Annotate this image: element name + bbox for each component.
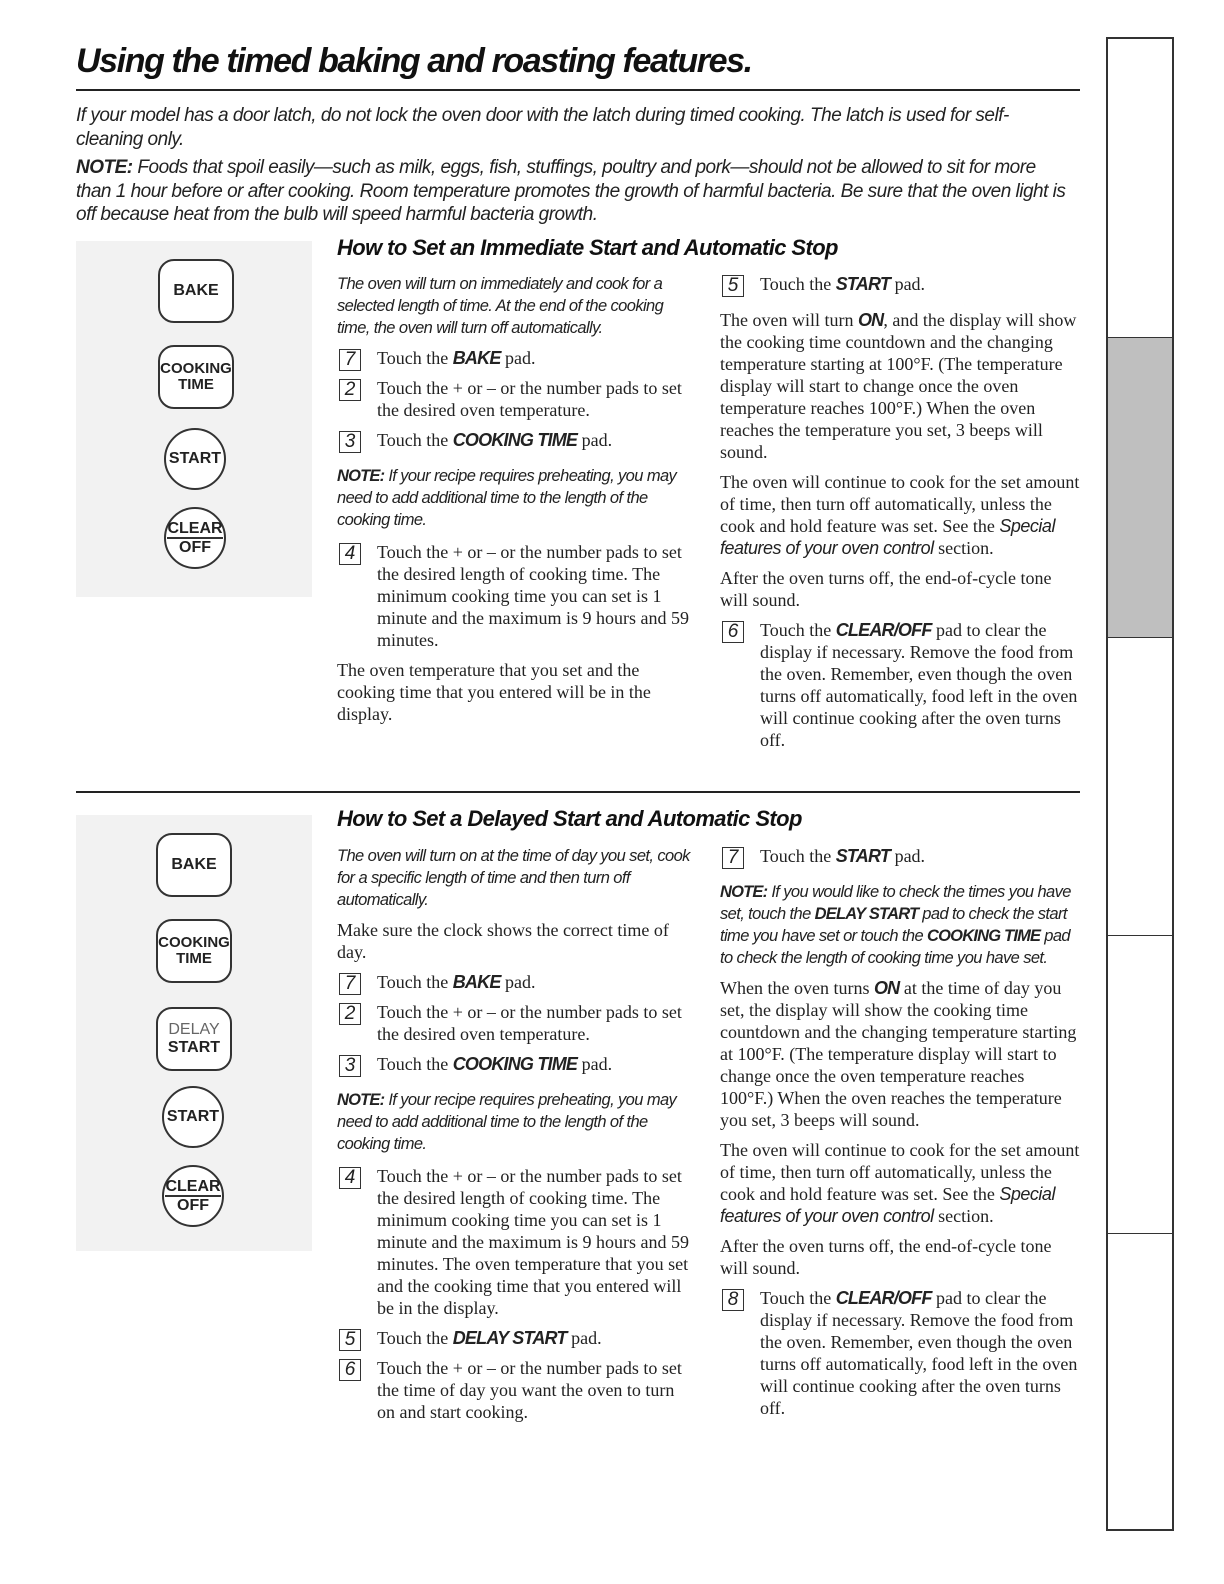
- step-number: 3: [339, 1055, 361, 1077]
- s1-oven-on-text: The oven will turn ON, and the display will show the cooking time countdown and the changing temperature starting at 100°F. (The temperature display will start to change once the oven temperature reaches 100°F.) When the oven reaches the temperature you set, 3 beeps will sound.: [720, 310, 1077, 462]
- tab-active[interactable]: [1108, 337, 1172, 637]
- clear-off-pad[interactable]: [164, 507, 226, 569]
- s1-step-2: 2 Touch the + or – or the number pads to set the desired oven temperature.: [337, 377, 695, 421]
- step-number: 5: [722, 275, 744, 297]
- note-text: Foods that spoil easily—such as milk, eggs, fish, stuffings, poultry and pork—should not be allowed to sit for more than 1 hour before or after cooking. Room temperature promotes the growth of harmful bacteria. Be sure that the oven light is off because heat from the bulb will speed harmful bacteria growth.: [76, 157, 1066, 225]
- title-rule: [76, 89, 1080, 91]
- s2-clock-text: Make sure the clock shows the correct time of day.: [337, 920, 669, 962]
- section-divider: [76, 791, 1080, 793]
- s2-check-times-note: NOTE: If you would like to check the times you have set, touch the DELAY START pad to check the start time you have set or touch the COOKING TIME pad to check the length of cooking time you have set.: [720, 883, 1071, 967]
- cooking-time-pad[interactable]: [158, 345, 234, 409]
- step-number: 6: [722, 621, 744, 643]
- s2-step-3: 3 Touch the COOKING TIME pad.: [337, 1053, 695, 1075]
- s1-step-4: 4 Touch the + or – or the number pads to set the desired length of cooking time. The minimum cooking time you can set is 1 minute and the maximum is 9 hours and 59 minutes.: [337, 541, 695, 651]
- s2-oven-on-text: When the oven turns ON at the time of day you set, the display will show the cooking time countdown and the changing temperature starting at 100°F. (The temperature display will start to change once the oven temperature reaches 100°F.) When the oven reaches the temperature you set, 3 beeps will sound.: [720, 978, 1077, 1130]
- step-number: 7: [339, 349, 361, 371]
- step-number: 6: [339, 1359, 361, 1381]
- cooking-time-pad[interactable]: [156, 919, 232, 983]
- section2-heading: How to Set a Delayed Start and Automatic Stop: [337, 806, 802, 831]
- page-title: Using the timed baking and roasting features.: [76, 42, 752, 80]
- step-number: 2: [339, 1003, 361, 1025]
- control-pads-2: [76, 815, 312, 1251]
- s1-display-note: The oven temperature that you set and the cooking time that you entered will be in the display.: [337, 660, 651, 724]
- s2-step-2: 2 Touch the + or – or the number pads to set the desired oven temperature.: [337, 1001, 695, 1045]
- time-label: TIME: [178, 376, 214, 393]
- start-label: START: [167, 1039, 221, 1056]
- s2-continue-text: The oven will continue to cook for the set amount of time, then turn off automatically, unless the cook and hold feature was set. See the Special features of your oven control section.: [720, 1140, 1080, 1226]
- section1-left-column: [337, 273, 695, 733]
- intro-text: If your model has a door latch, do not lock the oven door with the latch during timed cooking. The latch is used for self-cleaning only.: [76, 105, 1009, 150]
- step-number: 8: [722, 1289, 744, 1311]
- clear-label: CLEAR: [165, 1178, 221, 1195]
- s2-step-8: 8 Touch the CLEAR/OFF pad to clear the display if necessary. Remove the food from the oven. Remember, even though the oven turns off automatically, food left in the oven will continue cooking after the oven turns off.: [720, 1287, 1082, 1419]
- s1-continue-text: The oven will continue to cook for the set amount of time, then turn off automatically, unless the cook and hold feature was set. See the Special features of your oven control section.: [720, 472, 1080, 558]
- s2-step-7: 7 Touch the START pad.: [720, 845, 1082, 867]
- note-label: NOTE:: [76, 157, 133, 178]
- bake-pad[interactable]: [156, 833, 232, 897]
- s2-step-4: 4 Touch the + or – or the number pads to set the desired length of cooking time. The minimum cooking time you can set is 1 minute and the maximum is 9 hours and 59 minutes. The oven temperature that you set and the cooking time that you entered will be in the display.: [337, 1165, 695, 1319]
- clear-off-pad[interactable]: [162, 1165, 224, 1227]
- s1-step-3: 3 Touch the COOKING TIME pad.: [337, 429, 695, 451]
- section2-right-column: [720, 845, 1082, 1427]
- off-label: OFF: [177, 1197, 209, 1214]
- time-label: TIME: [176, 950, 212, 967]
- s1-step-5: 5 Touch the START pad.: [720, 273, 1082, 295]
- section2-left-column: [337, 845, 695, 1431]
- start-pad[interactable]: [164, 428, 226, 490]
- bake-pad[interactable]: [158, 259, 234, 323]
- tab-4[interactable]: [1108, 1233, 1172, 1529]
- cooking-label: COOKING: [158, 934, 230, 951]
- s2-step-6: 6 Touch the + or – or the number pads to set the time of day you want the oven to turn on and start cooking.: [337, 1357, 695, 1423]
- start-pad-label: START: [168, 450, 222, 467]
- bake-pad-label: BAKE: [173, 282, 219, 299]
- clear-label: CLEAR: [167, 520, 223, 537]
- step-number: 7: [722, 847, 744, 869]
- step-number: 4: [339, 543, 361, 565]
- s2-step-1: 7 Touch the BAKE pad.: [337, 971, 695, 993]
- s1-preheat-note: NOTE: If your recipe requires preheating, you may need to add additional time to the length of the cooking time.: [337, 467, 677, 529]
- s1-step-1: 7 Touch the BAKE pad.: [337, 347, 695, 369]
- intro-note: [76, 156, 1066, 227]
- section-tabs: [1106, 37, 1174, 1531]
- step-number: 3: [339, 431, 361, 453]
- delay-label: DELAY: [168, 1021, 220, 1038]
- s2-preheat-note: NOTE: If your recipe requires preheating, you may need to add additional time to the length of the cooking time.: [337, 1091, 677, 1153]
- s2-end-tone: After the oven turns off, the end-of-cycle tone will sound.: [720, 1236, 1052, 1278]
- start-pad[interactable]: [162, 1086, 224, 1148]
- s2-step-5: 5 Touch the DELAY START pad.: [337, 1327, 695, 1349]
- section1-intro: The oven will turn on immediately and cook for a selected length of time. At the end of the cooking time, the oven will turn off automatically.: [337, 275, 664, 337]
- off-label: OFF: [179, 539, 211, 556]
- bake-pad-label: BAKE: [171, 856, 217, 873]
- step-number: 7: [339, 973, 361, 995]
- section1-right-column: [720, 273, 1082, 759]
- s1-end-tone: After the oven turns off, the end-of-cycle tone will sound.: [720, 568, 1052, 610]
- section1-heading: How to Set an Immediate Start and Automatic Stop: [337, 235, 838, 260]
- delay-start-pad[interactable]: [156, 1007, 232, 1071]
- control-pads-1: [76, 241, 312, 597]
- step-number: 5: [339, 1329, 361, 1351]
- section2-intro: The oven will turn on at the time of day you set, cook for a specific length of time and then turn off automatically.: [337, 847, 690, 909]
- step-number: 4: [339, 1167, 361, 1189]
- s1-step-6: 6 Touch the CLEAR/OFF pad to clear the display if necessary. Remove the food from the oven. Remember, even though the oven turns off automatically, food left in the oven will continue cooking after the oven turns off.: [720, 619, 1082, 751]
- tab-3[interactable]: [1108, 935, 1172, 1233]
- tab-2[interactable]: [1108, 637, 1172, 935]
- cooking-label: COOKING: [160, 360, 232, 377]
- start-pad-label: START: [166, 1108, 220, 1125]
- step-number: 2: [339, 379, 361, 401]
